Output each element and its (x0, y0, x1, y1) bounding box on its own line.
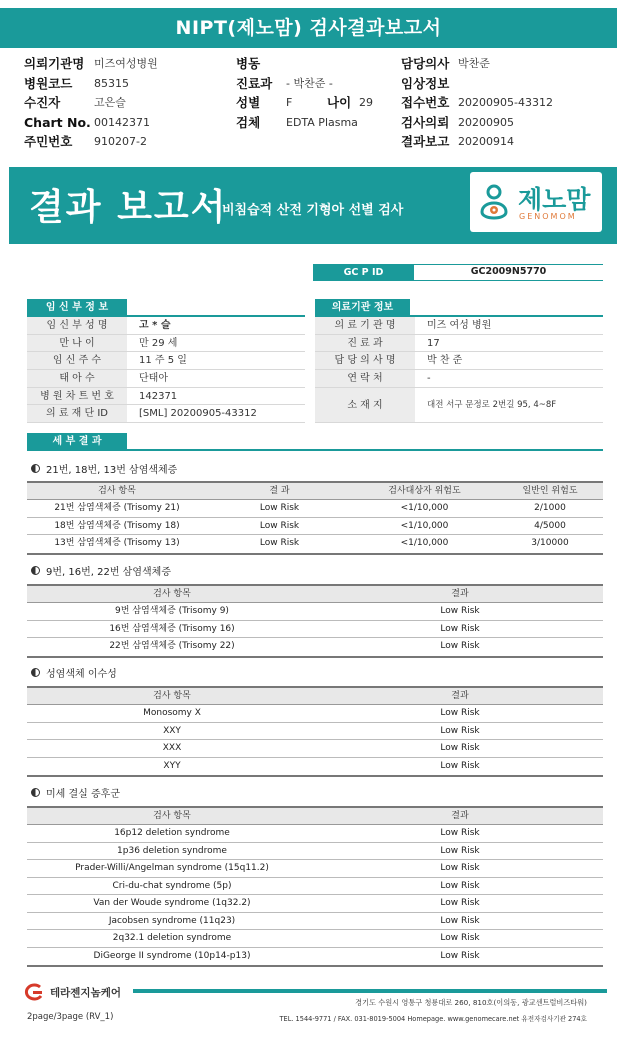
ward-label: 병동 (236, 56, 261, 71)
header-col-3 (401, 54, 553, 152)
result-cell: Low Risk (259, 538, 300, 548)
hospital-code-label: 병원코드 (24, 75, 73, 91)
test-item-cell: XYY (163, 760, 181, 771)
institution-row-label: 연 락 처 (315, 370, 415, 387)
test-item-cell: XXY (163, 725, 181, 736)
test-item-cell: 2q32.1 deletion syndrome (112, 933, 232, 943)
test-item-cell: 16번 삼염색체증 (Trisomy 16) (109, 623, 235, 634)
report-date-value: 20200914 (458, 135, 514, 149)
test-item-cell: XXX (162, 743, 182, 753)
genomom-logo (470, 172, 602, 232)
patient-row (27, 388, 305, 406)
patient-row (27, 317, 305, 335)
institution-info-table (315, 317, 603, 423)
footer-company-logo (24, 983, 121, 1001)
result-cell: Low Risk (440, 743, 480, 753)
banner-subtitle: 비침습적 산전 기형아 선별 검사 (222, 203, 404, 218)
header-info (0, 50, 617, 158)
institution-row-value: 박 찬 준 (427, 355, 463, 367)
hospital-code-value: 85315 (94, 76, 129, 90)
half-circle-icon (31, 668, 40, 677)
table-row (27, 723, 603, 741)
institution-row (315, 317, 603, 335)
result-cell: Low Risk (440, 828, 480, 838)
patient-row (27, 370, 305, 388)
patient-row-label: 임 신 부 성 명 (27, 317, 127, 334)
institution-row (315, 352, 603, 370)
result-cell: Low Risk (440, 708, 480, 718)
patient-label: 수진자 (24, 95, 61, 111)
logo-english-text: GENOMOM (519, 212, 577, 221)
patient-row-value: 단태아 (139, 373, 168, 385)
group-title-text: 9번, 16번, 22번 삼염색체증 (46, 567, 171, 578)
test-item-cell: 16p12 deletion syndrome (114, 828, 230, 838)
test-item-cell: 9번 삼염색체증 (Trisomy 9) (115, 606, 229, 616)
result-cell: Low Risk (440, 950, 480, 961)
header-cell: 결과 (451, 589, 469, 599)
header-cell: 검사대상자 위험도 (388, 486, 461, 496)
department-value: - 박찬준 - (286, 76, 333, 90)
test-item-cell: 22번 삼염색체증 (Trisomy 22) (109, 641, 235, 651)
table-row (27, 895, 603, 913)
table-row (27, 843, 603, 861)
table-header (27, 586, 603, 603)
subject-risk-cell: <1/10,000 (400, 538, 449, 548)
terragen-logo-icon (24, 983, 46, 1001)
table-row (27, 913, 603, 931)
sex-label: 성별 (236, 95, 261, 111)
table-row (27, 740, 603, 758)
result-cell: Low Risk (440, 933, 480, 943)
header-col-1 (24, 54, 158, 152)
table-row (27, 500, 603, 518)
table-header (27, 483, 603, 500)
test-item-cell: Monosomy X (143, 708, 201, 718)
patient-row-label: 태 아 수 (27, 370, 127, 387)
chart-no-label: Chart No. (24, 114, 91, 130)
request-date-value: 20200905 (458, 115, 514, 129)
header-cell: 검사 항목 (153, 691, 191, 701)
hospital-name-value: 미즈여성병원 (94, 57, 158, 70)
doctor-label: 담당의사 (401, 56, 450, 71)
test-item-cell: 18번 삼염색체증 (Trisomy 18) (54, 520, 180, 531)
institution-row-label: 담 당 의 사 명 (315, 352, 415, 369)
subject-risk-cell: <1/10,000 (400, 520, 449, 531)
institution-section-title: 의료기관 정보 (315, 299, 410, 316)
header-col-2 (236, 54, 373, 132)
gcpid-label: GC P ID (313, 264, 414, 281)
patient-row-value: 142371 (139, 390, 178, 402)
report-title: NIPT(제노맘) 검사결과보고서 (0, 8, 617, 48)
patient-row-label: 임 신 주 수 (27, 352, 127, 369)
half-circle-icon (31, 788, 40, 797)
group-title-sex-chromosome (31, 665, 117, 680)
group-title-trisomy-21-18-13 (31, 461, 177, 476)
result-cell: Low Risk (440, 863, 480, 873)
table-header (27, 808, 603, 825)
results-table-trisomy-21-18-13 (27, 481, 603, 555)
patient-row-value: 만 29 세 (139, 337, 178, 349)
table-row (27, 930, 603, 948)
test-item-cell: 13번 삼염색체증 (Trisomy 13) (54, 538, 180, 548)
patient-row (27, 405, 305, 423)
institution-row-value: 17 (427, 337, 440, 349)
header-cell: 결과 (451, 811, 469, 821)
table-row (27, 878, 603, 896)
result-cell: Low Risk (440, 641, 480, 651)
header-cell: 검사 항목 (98, 486, 136, 496)
details-section-line (27, 449, 603, 451)
result-cell: Low Risk (259, 520, 300, 531)
resident-no-value: 910207-2 (94, 135, 147, 149)
logo-korean-text: 제노맘 (518, 185, 591, 214)
details-section-title: 세 부 결 과 (27, 433, 127, 450)
general-risk-cell: 2/1000 (534, 503, 566, 513)
patient-info-table (27, 317, 305, 423)
patient-row-value: 11 주 5 일 (139, 355, 187, 367)
group-title-text: 21번, 18번, 13번 삼염색체증 (46, 465, 178, 476)
doctor-value: 박찬준 (458, 57, 490, 70)
test-item-cell: 1p36 deletion syndrome (117, 845, 227, 856)
test-item-cell: Van der Woude syndrome (1q32.2) (93, 898, 251, 908)
results-table-trisomy-9-16-22 (27, 584, 603, 658)
table-row (27, 825, 603, 843)
patient-value: 고은슬 (94, 96, 126, 110)
banner-title: 결과 보고서 (29, 187, 228, 228)
table-row (27, 638, 603, 656)
group-title-text: 성염색체 이수성 (46, 669, 117, 680)
test-item-cell: 21번 삼염색체증 (Trisomy 21) (54, 503, 180, 513)
footer-contact: TEL. 1544-9771 / FAX. 031-8019-5004 Homepage. www.genomecare.net 유전자검사기관 274호 (279, 1015, 587, 1023)
hospital-name-label: 의뢰기관명 (24, 56, 85, 71)
result-cell: Low Risk (440, 880, 480, 891)
subject-risk-cell: <1/10,000 (400, 503, 449, 513)
footer-company-name: 테라젠지놈케어 (50, 986, 122, 999)
department-label: 진료과 (236, 75, 273, 91)
test-item-cell: Prader-Willi/Angelman syndrome (15q11.2) (75, 863, 269, 873)
test-item-cell: Jacobsen syndrome (11q23) (108, 915, 236, 926)
patient-row-value: 고 * 슬 (139, 320, 171, 331)
header-cell: 검사 항목 (153, 589, 191, 599)
table-row (27, 758, 603, 776)
group-title-microdeletion (31, 785, 120, 800)
resident-no-label: 주민번호 (24, 134, 73, 150)
test-item-cell: Cri-du-chat syndrome (5p) (112, 880, 232, 891)
result-cell: Low Risk (440, 760, 480, 771)
institution-row-value: 대전 서구 문정로 2번길 95, 4~8F (427, 399, 557, 410)
table-row (27, 535, 603, 553)
general-risk-cell: 4/5000 (534, 520, 566, 531)
test-item-cell: DiGeorge II syndrome (10p14-p13) (93, 950, 251, 961)
table-row (27, 621, 603, 639)
sex-value: F (286, 96, 293, 110)
age-value: 29 (359, 96, 373, 110)
result-cell: Low Risk (440, 623, 480, 634)
institution-row-label: 소 재 지 (315, 388, 415, 422)
header-cell: 검사 항목 (153, 811, 191, 821)
table-row (27, 860, 603, 878)
institution-row-value: - (427, 373, 431, 385)
result-cell: Low Risk (440, 845, 480, 856)
age-label: 나이 (327, 95, 352, 111)
result-cell: Low Risk (440, 915, 480, 926)
group-title-text: 미세 결실 증후군 (46, 789, 120, 800)
patient-row-label: 만 나 이 (27, 335, 127, 352)
report-date-label: 결과보고 (401, 134, 450, 150)
table-header (27, 688, 603, 705)
gcpid-value: GC2009N5770 (414, 264, 603, 281)
results-table-microdeletion (27, 806, 603, 967)
specimen-value: EDTA Plasma (286, 115, 358, 129)
institution-row-label: 진 료 과 (315, 335, 415, 352)
receipt-no-value: 20200905-43312 (458, 96, 553, 110)
footer-address: 경기도 수원시 영통구 청룡대로 260, 810호(이의동, 광교센트럴비즈타워) (355, 998, 587, 1007)
institution-row-label: 의 료 기 관 명 (315, 317, 415, 334)
institution-row (315, 335, 603, 353)
patient-row-label: 병 원 차 트 번 호 (27, 388, 127, 405)
result-cell: Low Risk (259, 503, 300, 513)
patient-section-title: 임 신 부 정 보 (27, 299, 127, 316)
footer-divider (133, 989, 607, 993)
header-cell: 결 과 (269, 486, 290, 496)
institution-row (315, 370, 603, 388)
patient-row-label: 의 료 재 단 ID (27, 405, 127, 422)
table-row (27, 518, 603, 536)
group-title-trisomy-9-16-22 (31, 563, 171, 578)
genomom-logo-icon (478, 182, 514, 222)
specimen-label: 검체 (236, 114, 261, 130)
result-cell: Low Risk (440, 606, 480, 616)
general-risk-cell: 3/10000 (531, 538, 569, 548)
results-table-sex-chromosome (27, 686, 603, 777)
table-row (27, 948, 603, 966)
chart-no-value: 00142371 (94, 115, 150, 129)
patient-row (27, 335, 305, 353)
institution-row-value: 미즈 여성 병원 (427, 320, 492, 331)
result-cell: Low Risk (440, 898, 480, 908)
result-cell: Low Risk (440, 725, 480, 736)
institution-row (315, 388, 603, 423)
table-row (27, 603, 603, 621)
request-date-label: 검사의뢰 (401, 114, 450, 130)
receipt-no-label: 접수번호 (401, 95, 450, 111)
header-cell: 결과 (451, 691, 469, 701)
half-circle-icon (31, 464, 40, 473)
page-indicator: 2page/3page (RV_1) (27, 1012, 114, 1022)
header-cell: 일반인 위험도 (522, 486, 578, 496)
patient-row (27, 352, 305, 370)
table-row (27, 705, 603, 723)
half-circle-icon (31, 566, 40, 575)
report-banner (9, 167, 617, 244)
patient-row-value: [SML] 20200905-43312 (139, 408, 257, 420)
clinical-info-label: 임상정보 (401, 75, 450, 91)
